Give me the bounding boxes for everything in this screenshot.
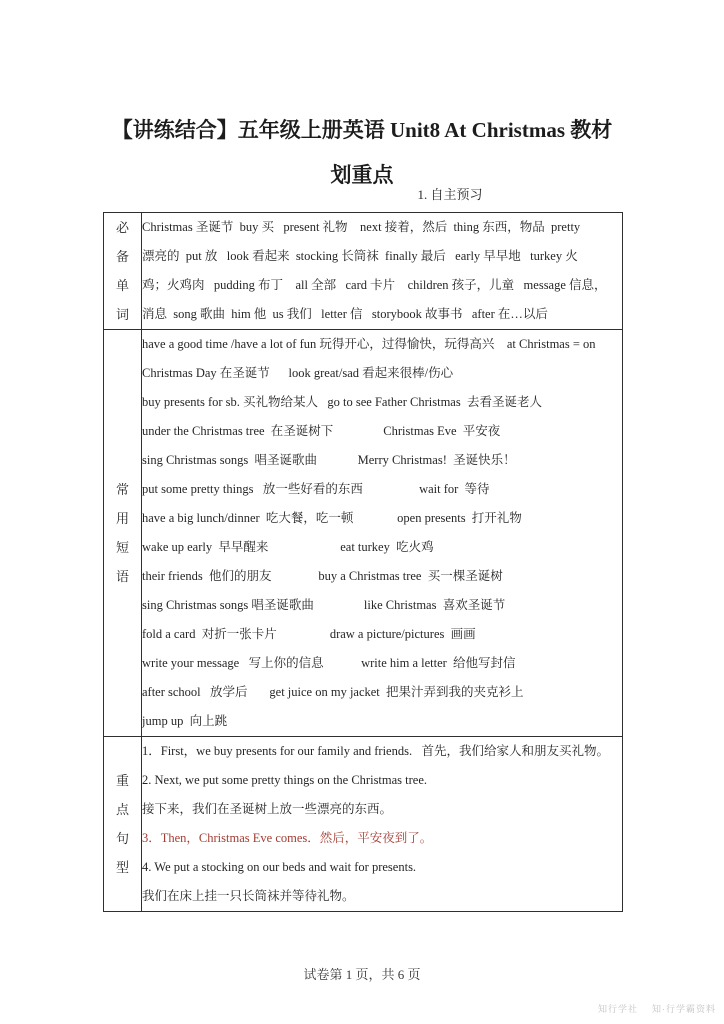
row-label-key-sentences: [104, 737, 142, 912]
common-phrases-line: put some pretty things 放一些好看的东西 wait for 等待: [142, 482, 490, 496]
watermark-text-2: 知·行学霸资料: [652, 1004, 716, 1014]
common-phrases-line: wake up early 早早醒来 eat turkey 吃火鸡: [142, 540, 434, 554]
common-phrases-line: buy presents for sb. 买礼物给某人 go to see Father Christmas 去看圣诞老人: [142, 395, 542, 409]
row-label-stack: [104, 475, 141, 591]
row-label-char: 重: [115, 773, 129, 788]
key-sentences-line: 我们在床上挂一只长筒袜并等待礼物。: [142, 889, 355, 903]
row-label-essential-words: [104, 213, 142, 330]
common-phrases-line: after school 放学后 get juice on my jacket 把果汁弄到我的夹克衫上: [142, 685, 524, 699]
common-phrases-line: Christmas Day 在圣诞节 look great/sad 看起来很棒/伤心: [142, 366, 454, 380]
key-sentences-line: 4. We put a stocking on our beds and wait for presents.: [142, 860, 417, 874]
row-label-char: 备: [115, 249, 129, 264]
common-phrases-line: fold a card 对折一张卡片 draw a picture/pictures 画画: [142, 627, 476, 641]
row-label-stack: [104, 213, 141, 329]
essential-words-line: Christmas 圣诞节 buy 买 present 礼物 next 接着，然后 thing 东西，物品 pretty: [142, 220, 581, 234]
row-content-key-sentences: [142, 737, 623, 912]
row-label-char: 语: [115, 569, 129, 584]
row-content-essential-words: [142, 213, 623, 330]
row-label-char: 短: [115, 540, 129, 555]
common-phrases-line: have a big lunch/dinner 吃大餐，吃一顿 open presents 打开礼物: [142, 511, 522, 525]
watermark: [584, 1002, 716, 1015]
table-row-key-sentences: [104, 737, 623, 912]
key-sentences-line: 1．First，we buy presents for our family and friends. 首先，我们给家人和朋友买礼物。: [142, 744, 609, 758]
row-content-common-phrases: [142, 330, 623, 737]
document-title-line2: 划重点: [330, 163, 394, 187]
common-phrases-line: their friends 他们的朋友 buy a Christmas tree 买一棵圣诞树: [142, 569, 503, 583]
common-phrases-line: write your message 写上你的信息 write him a letter 给他写封信: [142, 656, 516, 670]
key-sentences-line: 2. Next, we put some pretty things on the Christmas tree.: [142, 773, 428, 787]
row-label-char: 用: [115, 511, 129, 526]
vocab-table: [103, 212, 623, 912]
row-label-stack: [104, 766, 141, 882]
common-phrases-line: sing Christmas songs 唱圣诞歌曲 Merry Christmas! 圣诞快乐！: [142, 453, 516, 467]
table-row-essential-words: [104, 213, 623, 330]
table-row-common-phrases: [104, 330, 623, 737]
essential-words-line: 消息 song 歌曲 him 他 us 我们 letter 信 storybook 故事书 after 在…以后: [142, 307, 548, 321]
row-label-char: 型: [115, 860, 129, 875]
row-label-char: 句: [115, 831, 129, 846]
common-phrases-line: sing Christmas songs 唱圣诞歌曲 like Christmas 喜欢圣诞节: [142, 598, 506, 612]
key-sentences-line: 3．Then，Christmas Eve comes．然后，平安夜到了。: [142, 831, 433, 845]
watermark-text-1: 知行学社: [597, 1004, 638, 1014]
section-heading: 1. 自主预习: [417, 187, 483, 202]
essential-words-line: 鸡；火鸡肉 pudding 布丁 all 全部 card 卡片 children 孩子，儿童 message 信息，: [142, 278, 607, 292]
row-label-char: 常: [115, 482, 129, 497]
document-title-line1: 【讲练结合】五年级上册英语 Unit8 At Christmas 教材: [111, 118, 613, 142]
row-label-char: 词: [115, 307, 129, 322]
common-phrases-line: under the Christmas tree 在圣诞树下 Christmas Eve 平安夜: [142, 424, 501, 438]
row-label-char: 必: [115, 220, 129, 235]
key-sentences-line: 接下来，我们在圣诞树上放一些漂亮的东西。: [142, 802, 393, 816]
row-label-char: 单: [115, 278, 129, 293]
vocab-table-body: [104, 213, 623, 912]
common-phrases-line: jump up 向上跳: [142, 714, 228, 728]
essential-words-line: 漂亮的 put 放 look 看起来 stocking 长筒袜 finally 最后 early 早早地 turkey 火: [142, 249, 578, 263]
row-label-char: 点: [115, 802, 129, 817]
row-label-common-phrases: [104, 330, 142, 737]
page-footer: 试卷第 1 页，共 6 页: [303, 967, 421, 982]
common-phrases-line: have a good time /have a lot of fun 玩得开心，过得愉快，玩得高兴 at Christmas = on: [142, 337, 596, 351]
